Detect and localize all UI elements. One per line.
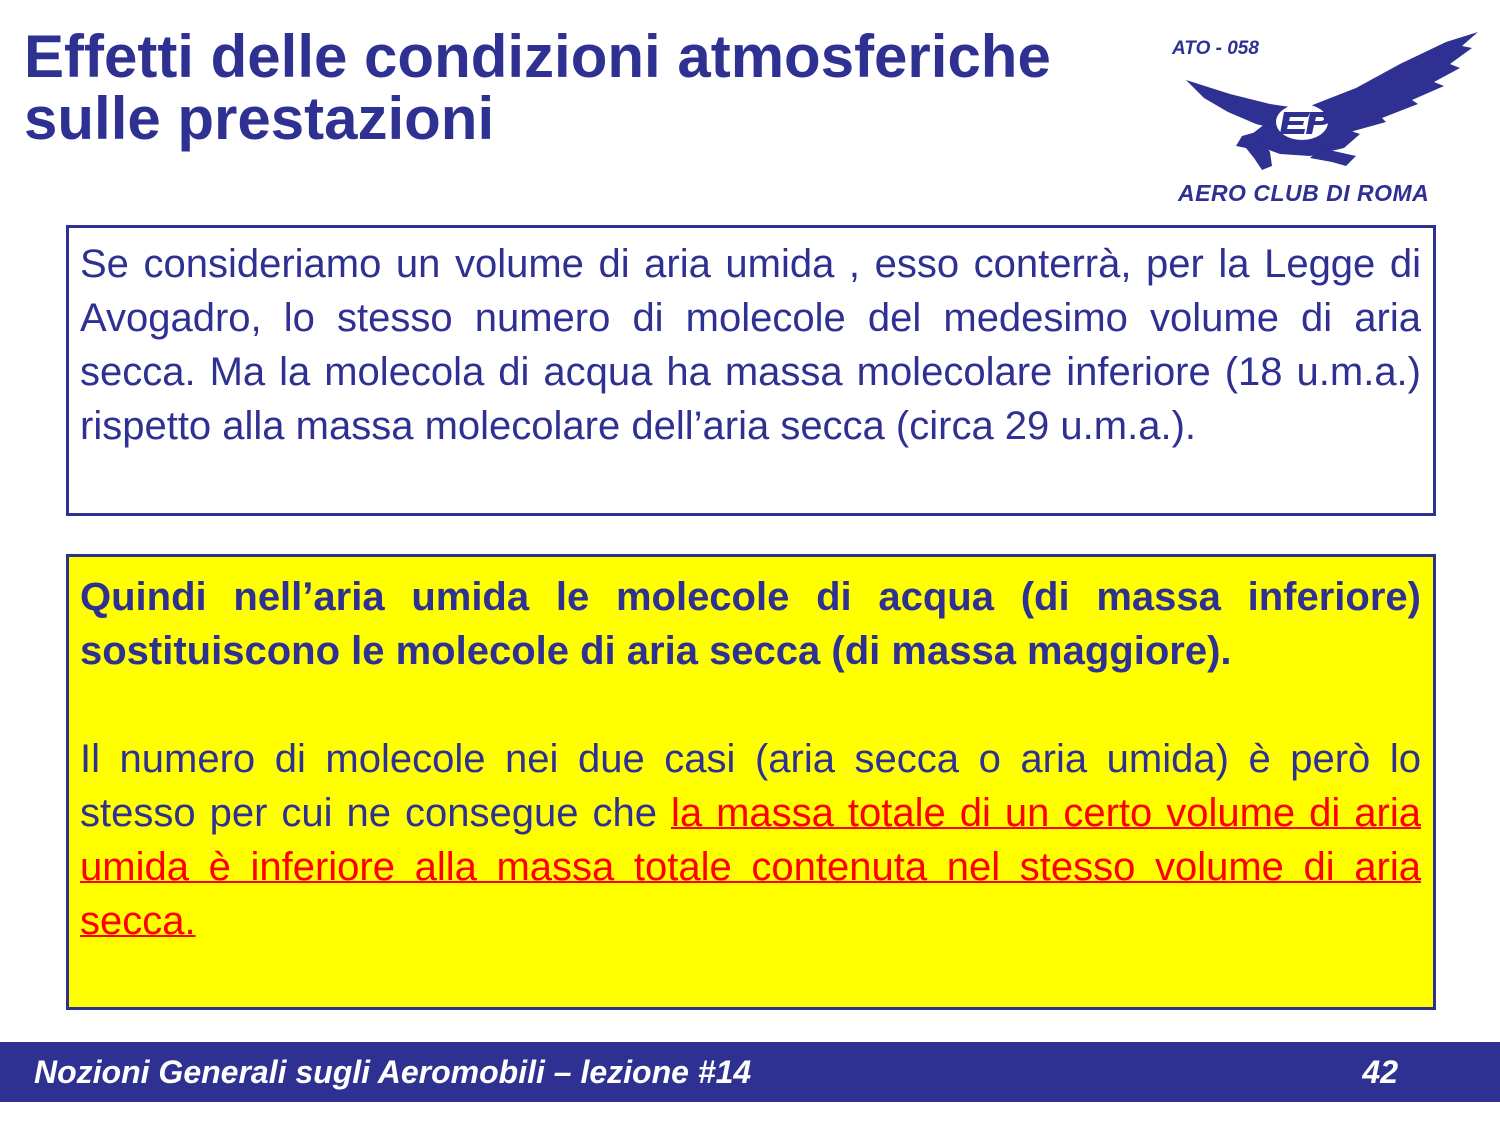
paragraph-spacer	[80, 678, 1421, 732]
conclusion-paragraph	[80, 732, 1421, 948]
conclusion-highlight-text: la massa totale di un certo volume di aria umida è inferiore alla massa totale contenuta nel stesso volume di aria secca.	[80, 791, 1421, 943]
conclusion-box	[66, 554, 1436, 1010]
substitution-paragraph: Quindi nell’aria umida le molecole di acqua (di massa inferiore) sostituiscono le molecole di aria secca (di massa maggiore).	[80, 575, 1421, 673]
title-line-1: Effetti delle condizioni atmosferiche	[24, 23, 1051, 90]
title-line-2: sulle prestazioni	[24, 85, 495, 152]
avogadro-paragraph: Se consideriamo un volume di aria umida , esso conterrà, per la Legge di Avogadro, lo stesso numero di molecole del medesimo volume di aria secca. Ma la molecola di acqua ha massa molecolare inferiore (18 u.m.a.) rispetto alla massa molecolare dell’aria secca (circa 29 u.m.a.).	[80, 242, 1421, 448]
ato-code: ATO - 058	[1172, 38, 1259, 59]
club-name: AERO CLUB DI ROMA	[1178, 180, 1430, 206]
footer-bar	[0, 1042, 1500, 1102]
slide-title	[24, 23, 1144, 152]
aero-club-logo	[1160, 24, 1490, 214]
course-title: Nozioni Generali sugli Aeromobili – lezione #14	[34, 1054, 752, 1090]
avogadro-text-box	[66, 225, 1436, 516]
conclusion-lead-text: Il numero di molecole nei due casi (aria secca o aria umida) è però lo stesso per cui ne consegue che	[80, 737, 1421, 835]
page-number: 42	[1362, 1054, 1398, 1090]
